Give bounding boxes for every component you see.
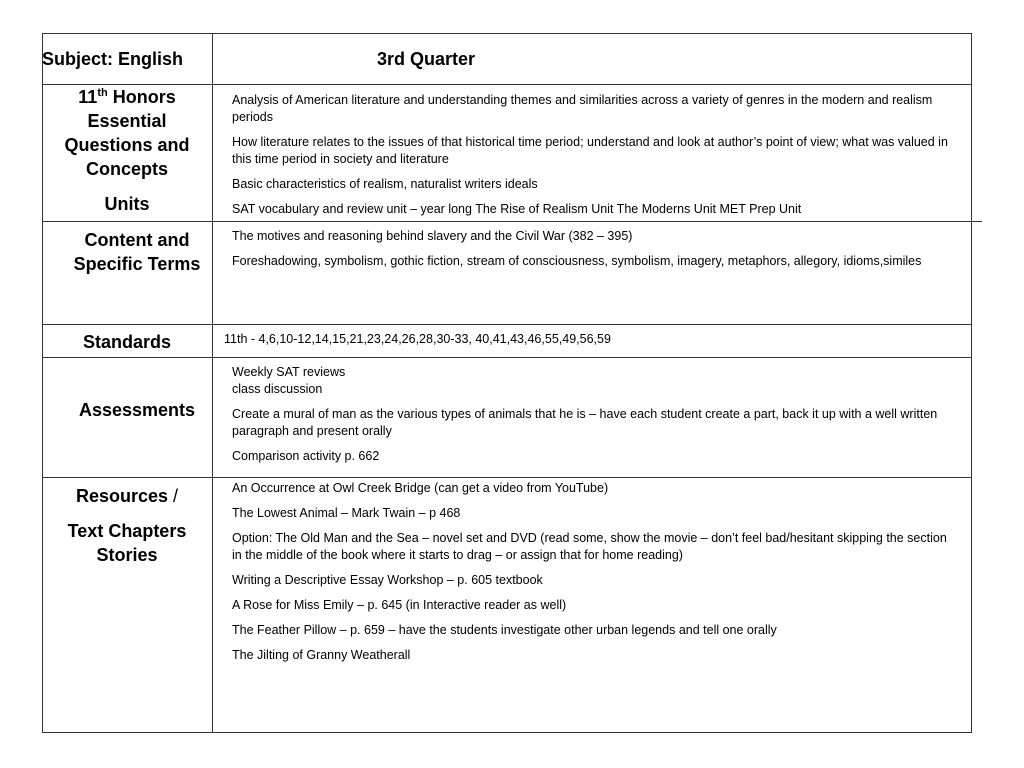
resources-slash: / [168,486,179,506]
resource-item: A Rose for Miss Emily – p. 645 (in Interactive reader as well) [232,598,567,612]
subject-title: Subject: English [42,49,184,69]
resource-item: The Lowest Animal – Mark Twain – p 468 [232,506,461,520]
essential-item: Basic characteristics of realism, naturalist writers ideals [232,177,538,191]
standards-text: 11th - 4,6,10-12,14,15,21,23,24,26,28,30-33, 40,41,43,46,55,49,56,59 [224,332,611,346]
essential-item: SAT vocabulary and review unit – year long The Rise of Realism Unit The Moderns Unit MET Prep Unit [232,202,802,216]
quarter-title: 3rd Quarter [377,49,476,69]
standards-label: Standards [82,332,172,352]
essential-questions-label [52,85,202,181]
essential-item: How literature relates to the issues of that historical time period; understand and look at author’s point of view; what was valued in this time period in society and literature [232,135,948,166]
row-divider-assessments [42,477,972,478]
row-divider-standards [42,357,972,358]
column-divider [212,33,213,733]
content-terms-label: Content and Specific Terms [73,230,201,274]
units-label: Units [104,194,150,214]
resources-label-text: Resources [75,486,169,506]
content-item: Foreshadowing, symbolism, gothic fiction, stream of consciousness, symbolism, imagery, metaphors, allegory, idioms,similes [232,254,922,268]
row-divider-content [42,324,972,325]
content-item: The motives and reasoning behind slavery and the Civil War (382 – 395) [232,229,633,243]
essential-items [232,92,957,226]
assessment-item: Comparison activity p. 662 [232,449,380,463]
assessment-items [232,364,957,473]
essential-item: Analysis of American literature and understanding themes and similarities across a variety of genres in the modern and realism periods [232,93,933,124]
resource-items [232,480,957,672]
assessment-item: Weekly SAT reviews [232,365,346,379]
text-chapters-label: Text Chapters Stories [67,521,187,565]
grade-suffix: th [97,87,108,99]
grade-number: 11 [78,87,98,107]
resource-item: The Feather Pillow – p. 659 – have the students investigate other urban legends and tell one orally [232,623,777,637]
resource-item: The Jilting of Granny Weatherall [232,648,411,662]
resource-item: Writing a Descriptive Essay Workshop – p. 605 textbook [232,573,543,587]
resources-label [52,484,202,508]
content-items [232,228,957,278]
assessments-label: Assessments [78,400,196,420]
assessment-item: Create a mural of man as the various types of animals that he is – have each student create a part, back it up with a well written paragraph and present orally [232,407,938,438]
assessment-item: class discussion [232,382,323,396]
resource-item: Option: The Old Man and the Sea – novel set and DVD (read some, show the movie – don’t feel bad/hesitant skipping the section in the middle of the book where it starts to drag – or assign that for home reading) [232,531,947,562]
essential-label-text: Honors Essential Questions and Concepts [64,87,190,179]
resource-item: An Occurrence at Owl Creek Bridge (can get a video from YouTube) [232,481,609,495]
